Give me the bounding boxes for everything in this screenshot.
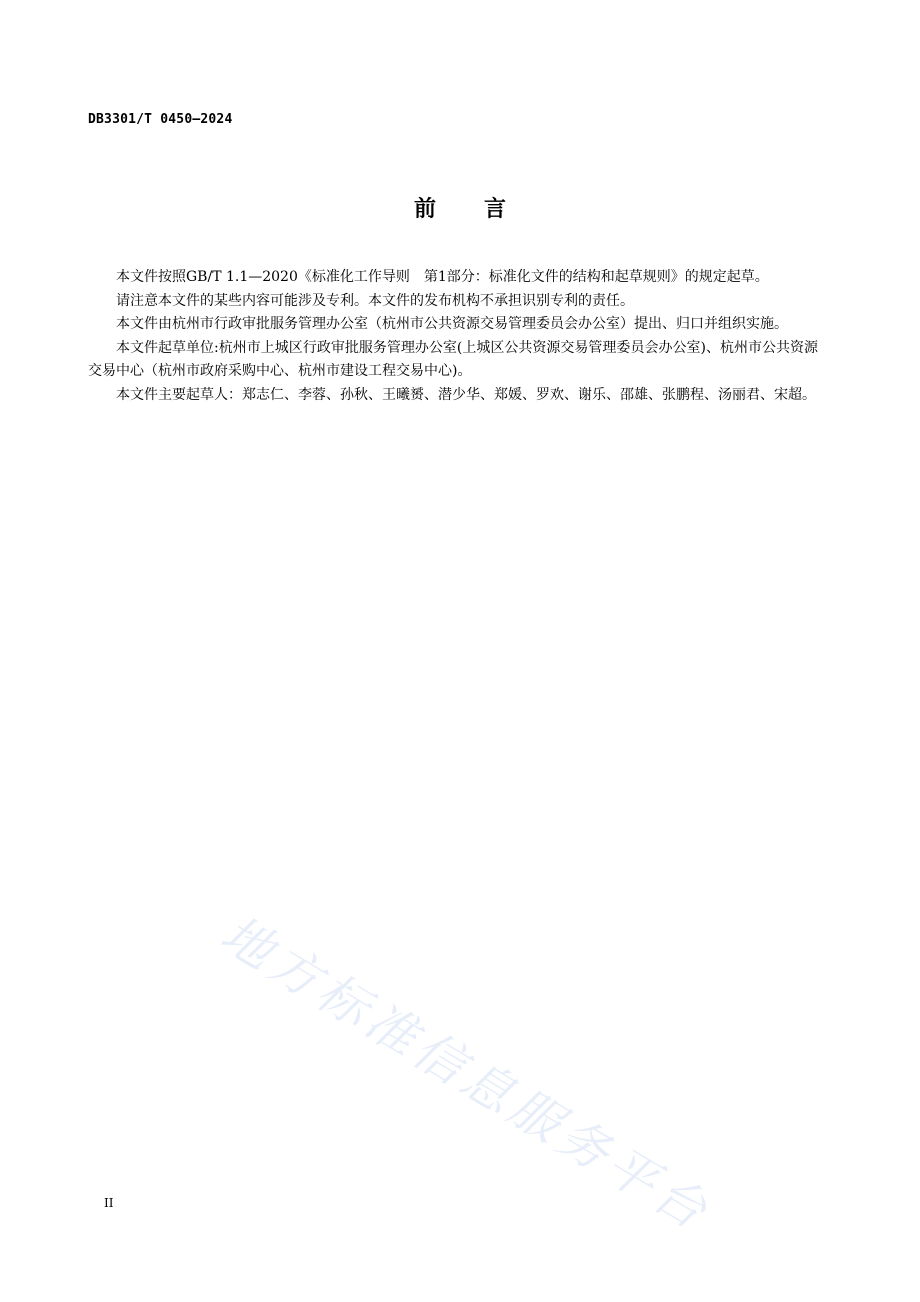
paragraph-standard-basis: 本文件按照GB/T 1.1—2020《标准化工作导则 第1部分：标准化文件的结构和起草规则》的规定起草。 (116, 269, 769, 285)
title-char-1: 前 (413, 197, 436, 222)
title-char-2: 言 (484, 197, 507, 222)
paragraph-drafters: 本文件主要起草人：郑志仁、李蓉、孙秋、王曦赟、潜少华、郑媛、罗欢、谢乐、邵雄、张鹏程、汤丽君、宋超。 (116, 386, 816, 403)
paragraph-proposer: 本文件由杭州市行政审批服务管理办公室（杭州市公共资源交易管理委员会办公室）提出、归口并组织实施。 (116, 316, 788, 332)
foreword-body (88, 266, 818, 407)
document-code: DB3301/T 0450—2024 (88, 112, 233, 127)
page-number: II (104, 1196, 114, 1210)
paragraph-drafting-units: 本文件起草单位:杭州市上城区行政审批服务管理办公室(上城区公共资源交易管理委员会办公室)、杭州市公共资源交易中心（杭州市政府采购中心、杭州市建设工程交易中心)。 (88, 339, 818, 379)
watermark: 地方标准信息服务平台 (211, 904, 721, 1243)
paragraph-patent-notice: 请注意本文件的某些内容可能涉及专利。本文件的发布机构不承担识别专利的责任。 (116, 292, 634, 309)
page-title (0, 192, 920, 223)
